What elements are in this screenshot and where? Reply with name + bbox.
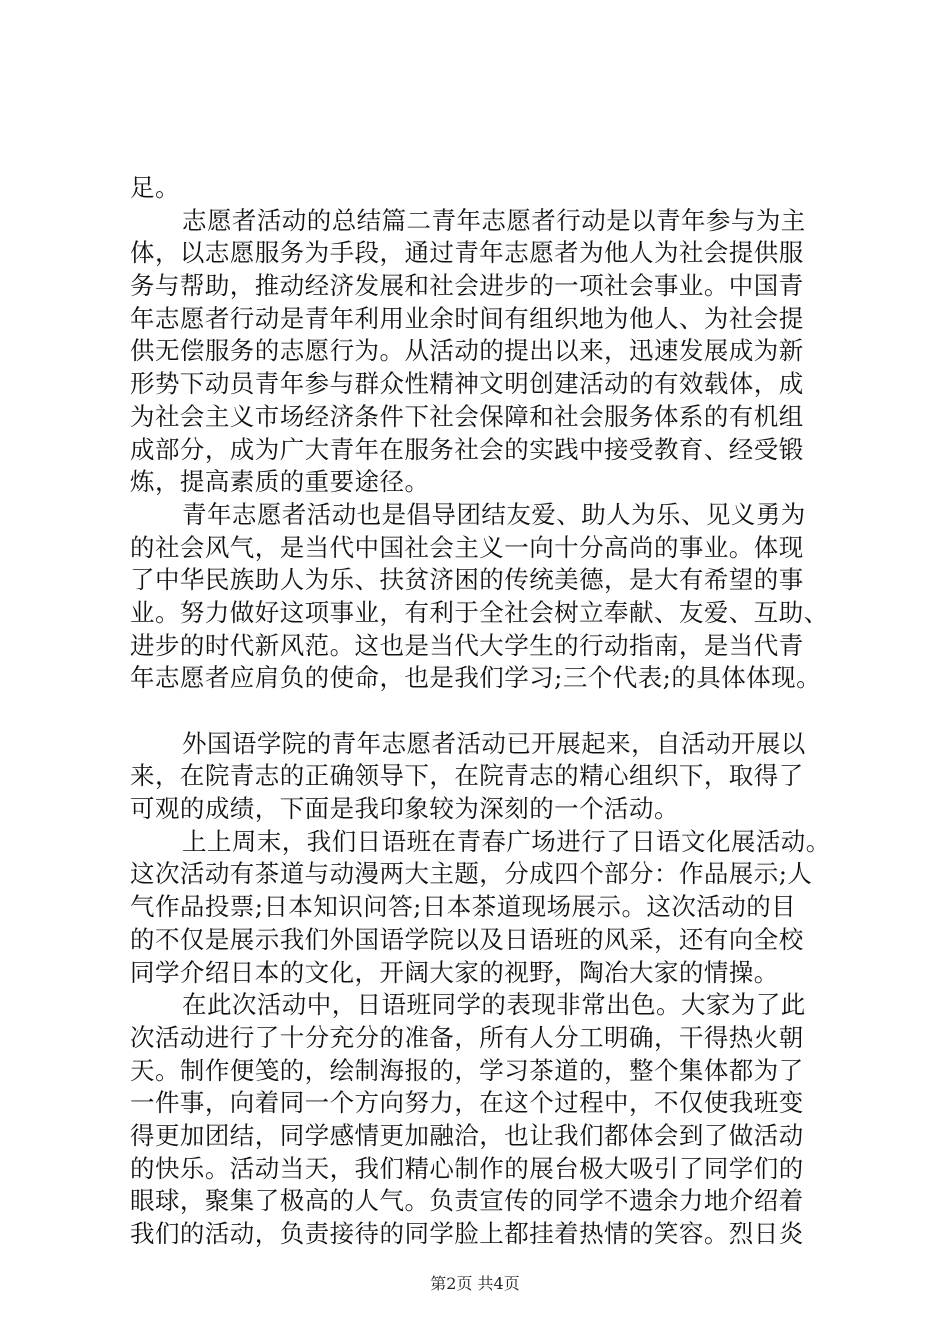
text-line: 体，以志愿服务为手段，通过青年志愿者为他人为社会提供服 — [130, 238, 804, 268]
text-line: 天。制作便笺的，绘制海报的，学习茶道的，整个集体都为了 — [130, 1055, 804, 1085]
text-line: 次活动进行了十分充分的准备，所有人分工明确，干得热火朝 — [130, 1022, 804, 1052]
text-line: 务与帮助，推动经济发展和社会进步的一项社会事业。中国青 — [130, 271, 804, 301]
text-line: 的社会风气，是当代中国社会主义一向十分高尚的事业。体现 — [130, 532, 804, 562]
text-line: 年志愿者行动是青年利用业余时间有组织地为他人、为社会提 — [130, 303, 804, 333]
text-line: 为社会主义市场经济条件下社会保障和社会服务体系的有机组 — [130, 401, 804, 431]
text-line: 眼球，聚集了极高的人气。负责宣传的同学不遗余力地介绍着 — [130, 1186, 804, 1216]
text-line: 的快乐。活动当天，我们精心制作的展台极大吸引了同学们的 — [130, 1153, 804, 1183]
text-line: 供无偿服务的志愿行为。从活动的提出以来，迅速发展成为新 — [130, 336, 804, 366]
document-body — [130, 172, 850, 1251]
text-line: 炼，提高素质的重要途径。 — [130, 467, 430, 497]
text-line: 志愿者活动的总结篇二青年志愿者行动是以青年参与为主 — [182, 205, 806, 235]
text-line: 得更加团结，同学感情更加融洽，也让我们都体会到了做活动 — [130, 1120, 804, 1150]
text-line: 上上周末，我们日语班在青春广场进行了日语文化展活动。 — [182, 826, 831, 856]
text-line: 了中华民族助人为乐、扶贫济困的传统美德，是大有希望的事 — [130, 565, 804, 595]
text-line: 年志愿者应肩负的使命，也是我们学习;三个代表;的具体体现。 — [130, 663, 822, 693]
text-line: 一件事，向着同一个方向努力，在这个过程中，不仅使我班变 — [130, 1088, 804, 1118]
text-line: 可观的成绩，下面是我印象较为深刻的一个活动。 — [130, 794, 679, 824]
text-line: 我们的活动，负责接待的同学脸上都挂着热情的笑容。烈日炎 — [130, 1219, 804, 1248]
page-footer: 第2页 共4页 — [430, 1274, 520, 1293]
blank-line — [130, 695, 850, 728]
text-line: 进步的时代新风范。这也是当代大学生的行动指南，是当代青 — [130, 630, 804, 660]
text-line: 的不仅是展示我们外国语学院以及日语班的风采，还有向全校 — [130, 924, 804, 954]
text-line: 形势下动员青年参与群众性精神文明创建活动的有效载体，成 — [130, 369, 804, 399]
text-line: 业。努力做好这项事业，有利于全社会树立奉献、友爱、互助、 — [130, 597, 829, 627]
text-line: 成部分，成为广大青年在服务社会的实践中接受教育、经受锻 — [130, 434, 804, 464]
text-line: 同学介绍日本的文化，开阔大家的视野，陶冶大家的情操。 — [130, 957, 779, 987]
text-line: 在此次活动中，日语班同学的表现非常出色。大家为了此 — [182, 990, 806, 1020]
text-line: 这次活动有茶道与动漫两大主题，分成四个部分：作品展示;人 — [130, 859, 813, 889]
text-line: 来，在院青志的正确领导下，在院青志的精心组织下，取得了 — [130, 761, 804, 791]
text-line: 气作品投票;日本知识问答;日本茶道现场展示。这次活动的目 — [130, 892, 797, 922]
text-line: 外国语学院的青年志愿者活动已开展起来，自活动开展以 — [182, 728, 806, 758]
text-line: 足。 — [130, 173, 180, 202]
text-line: 青年志愿者活动也是倡导团结友爱、助人为乐、见义勇为 — [182, 499, 806, 529]
